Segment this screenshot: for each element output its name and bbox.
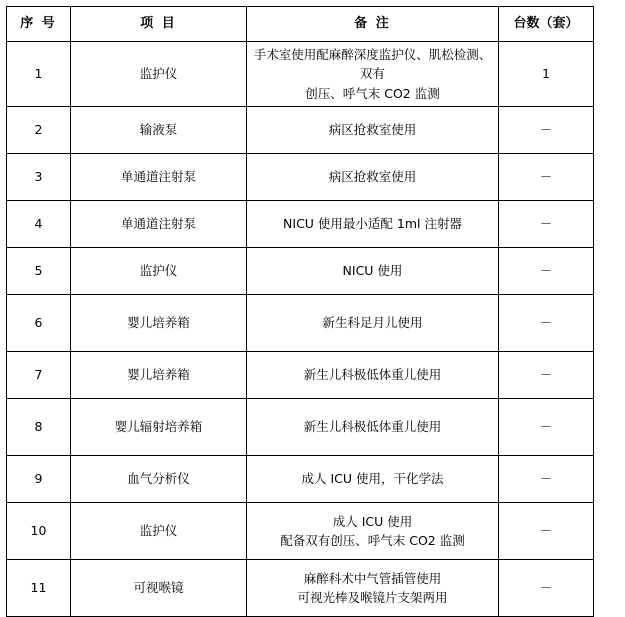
cell-qty: － [499,399,594,456]
note-line: 创压、呼气末 CO2 监测 [305,85,440,101]
cell-note [247,399,499,456]
cell-note [247,248,499,295]
table-row [7,399,594,456]
cell-qty: － [499,201,594,248]
cell-note [247,503,499,560]
cell-note [247,560,499,617]
note-line: 成人 ICU 使用 [332,513,413,529]
cell-no: 11 [7,560,71,617]
table-row [7,42,594,107]
cell-item: 婴儿培养箱 [71,295,247,352]
table-row [7,107,594,154]
cell-no: 7 [7,352,71,399]
cell-item: 血气分析仪 [71,456,247,503]
header-no: 序 号 [7,7,71,42]
cell-note [247,352,499,399]
cell-no: 3 [7,154,71,201]
cell-qty: － [499,107,594,154]
cell-no: 1 [7,42,71,107]
cell-qty: － [499,560,594,617]
cell-note [247,107,499,154]
note-line: 病区抢救室使用 [328,122,417,138]
cell-item: 单通道注射泵 [71,201,247,248]
cell-no: 6 [7,295,71,352]
table-body [7,42,594,617]
cell-no: 5 [7,248,71,295]
cell-qty: － [499,456,594,503]
cell-note [247,42,499,107]
cell-qty: － [499,503,594,560]
cell-note [247,154,499,201]
cell-qty: － [499,295,594,352]
cell-qty: － [499,352,594,399]
cell-item: 单通道注射泵 [71,154,247,201]
cell-note [247,456,499,503]
cell-no: 9 [7,456,71,503]
header-item: 项 目 [71,7,247,42]
cell-item: 输液泵 [71,107,247,154]
table-row [7,560,594,617]
header-row [7,7,594,42]
cell-no: 4 [7,201,71,248]
cell-item: 可视喉镜 [71,560,247,617]
note-line: 新生儿科极低体重儿使用 [303,367,442,383]
cell-qty: － [499,154,594,201]
cell-note [247,295,499,352]
cell-no: 2 [7,107,71,154]
table-row [7,248,594,295]
note-line: 新生科足月儿使用 [322,315,423,331]
cell-item: 监护仪 [71,503,247,560]
cell-qty: － [499,248,594,295]
document-sheet [0,6,625,606]
cell-item: 监护仪 [71,248,247,295]
note-line: 手术室使用配麻醉深度监护仪、肌松检测、双有 [253,47,492,82]
cell-item: 婴儿培养箱 [71,352,247,399]
cell-item: 监护仪 [71,42,247,107]
table-header [7,7,594,42]
note-line: 病区抢救室使用 [328,169,417,185]
header-qty: 台数（套） [499,7,594,42]
table-row [7,201,594,248]
table-row [7,503,594,560]
note-line: 配备双有创压、呼气末 CO2 监测 [280,533,465,549]
cell-no: 8 [7,399,71,456]
header-note: 备 注 [247,7,499,42]
table-row [7,456,594,503]
cell-note [247,201,499,248]
table-row [7,352,594,399]
equipment-table [6,6,594,617]
note-line: 成人 ICU 使用，干化学法 [301,471,444,487]
note-line: 可视光棒及喉镜片支架两用 [297,590,448,606]
cell-qty: 1 [499,42,594,107]
table-row [7,295,594,352]
cell-item: 婴儿辐射培养箱 [71,399,247,456]
note-line: NICU 使用最小适配 1ml 注射器 [283,216,462,232]
note-line: 新生儿科极低体重儿使用 [303,419,442,435]
table-row [7,154,594,201]
cell-no: 10 [7,503,71,560]
note-line: 麻醉科术中气管插管使用 [303,570,442,586]
note-line: NICU 使用 [342,263,403,279]
